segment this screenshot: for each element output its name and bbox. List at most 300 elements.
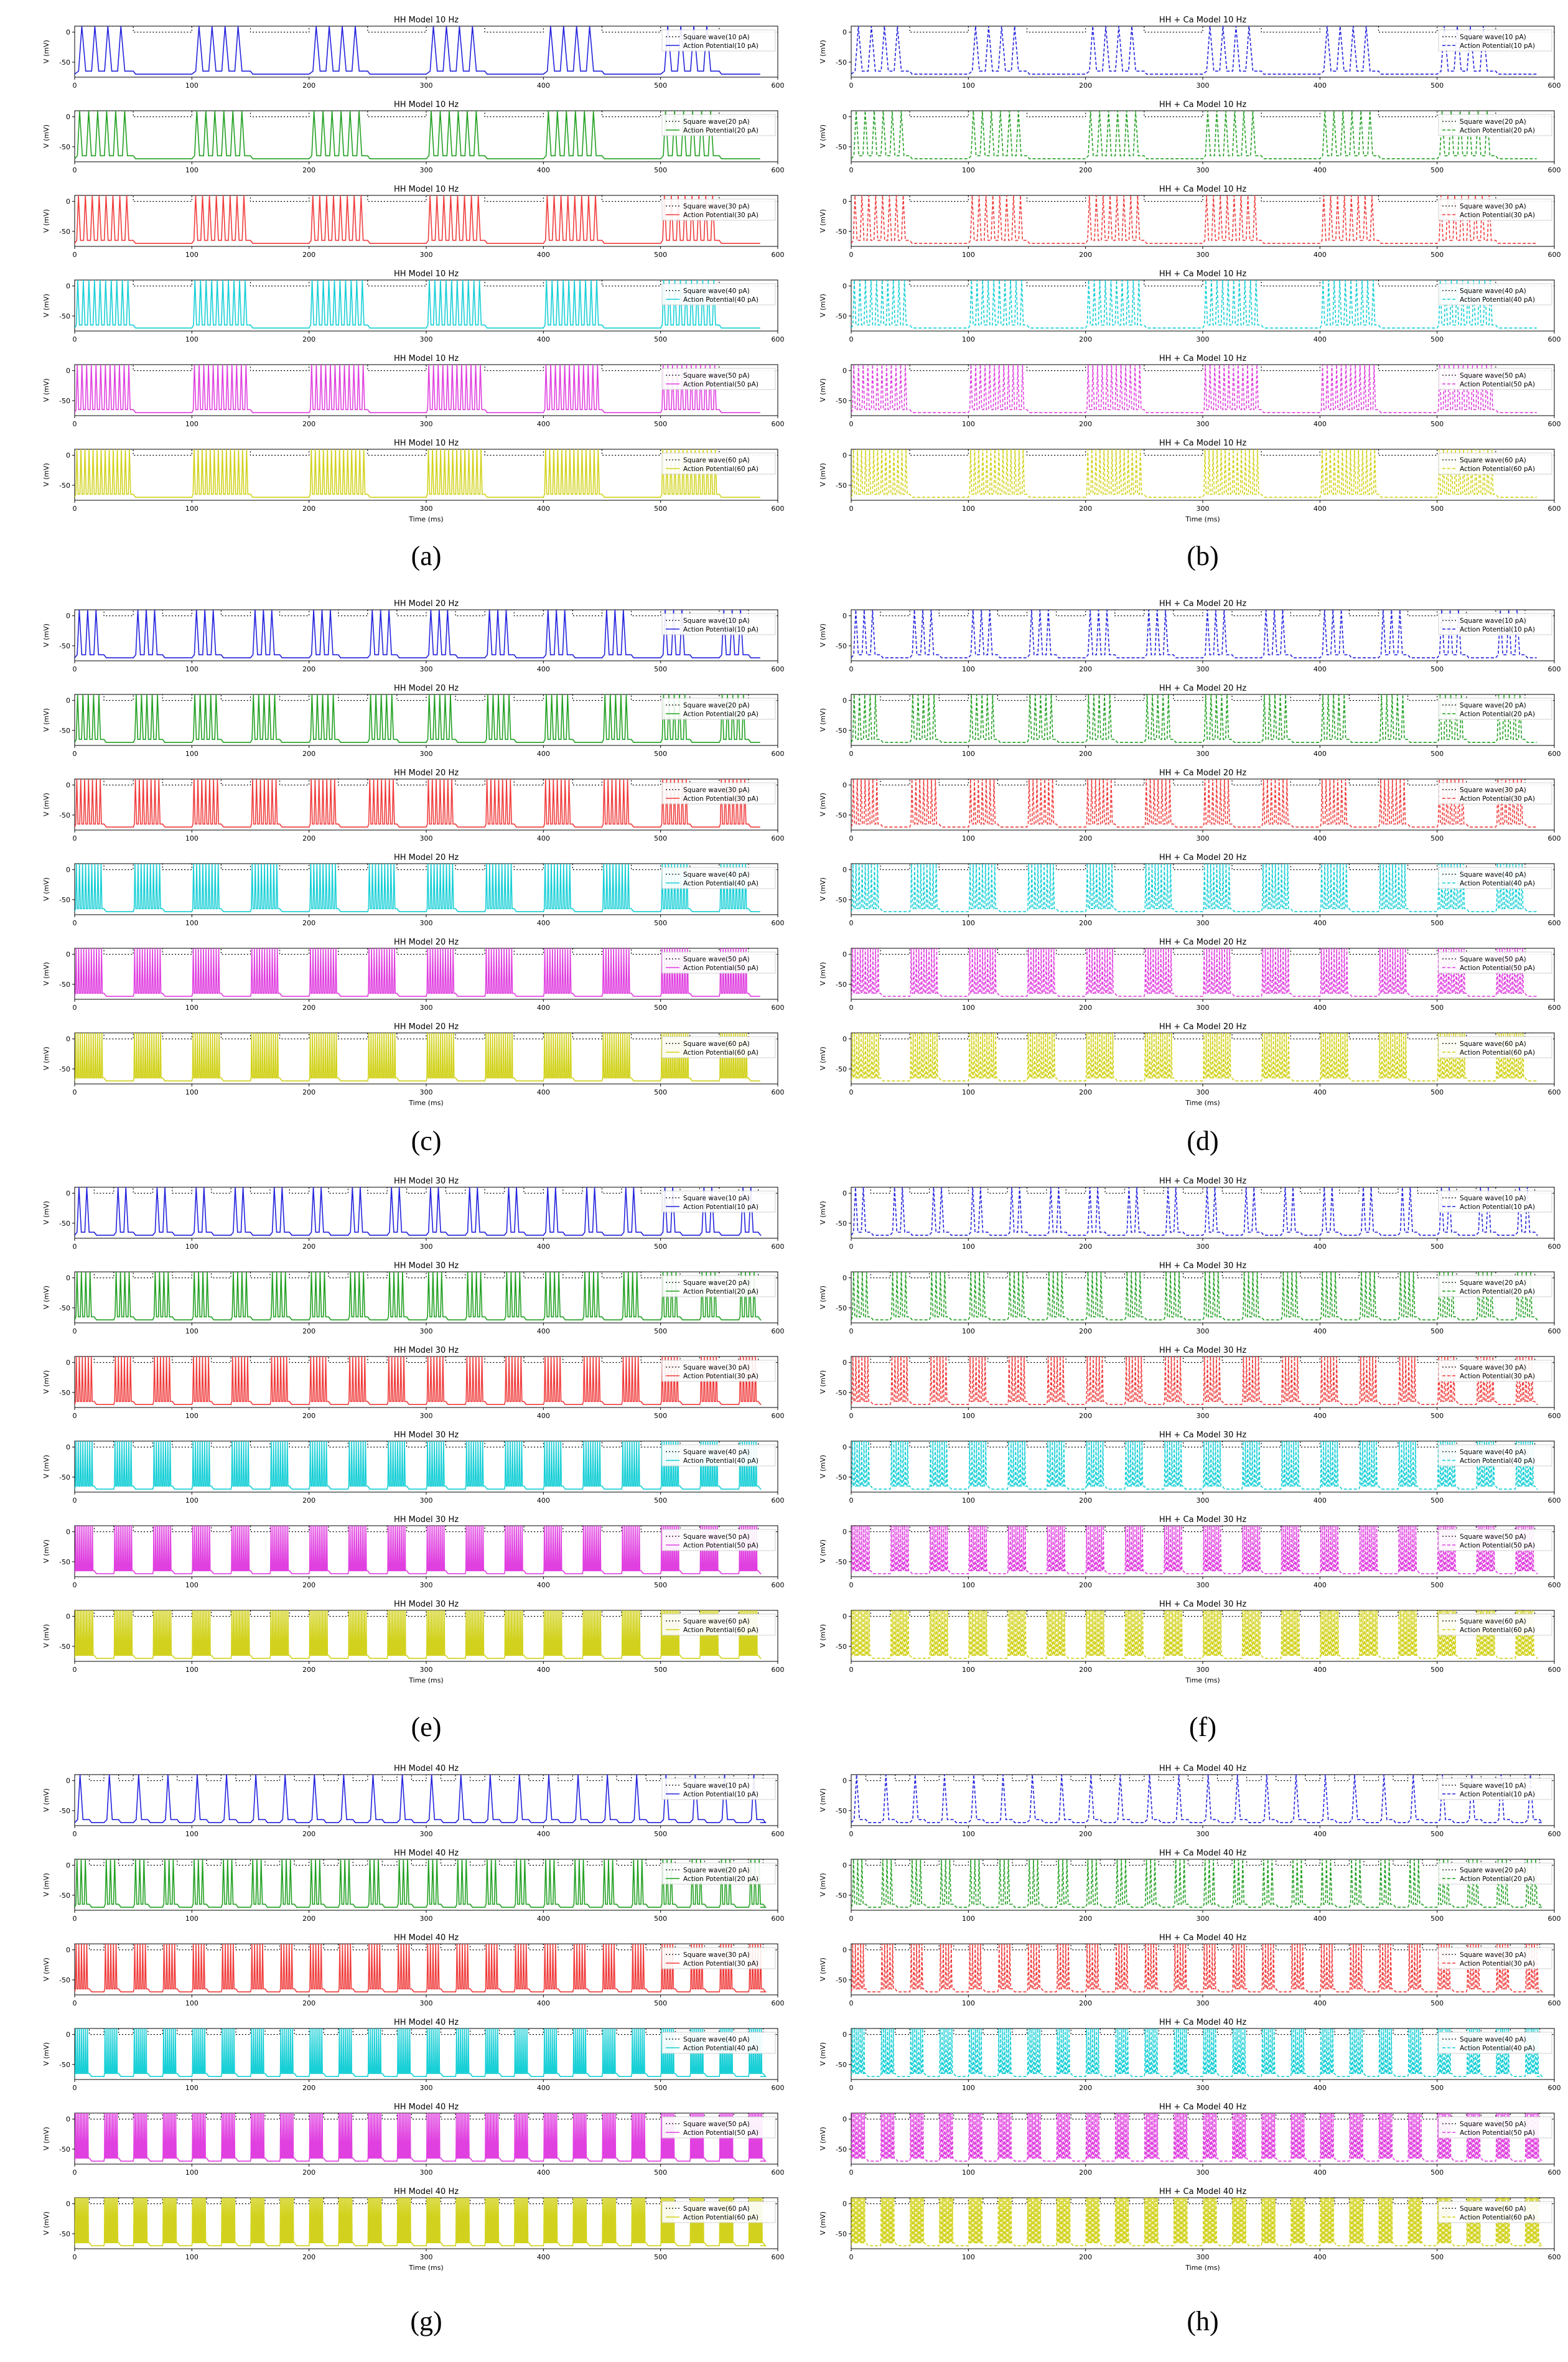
x-tick-label: 600 — [771, 1581, 785, 1589]
legend-label-action-potential: Action Potential(50 pA) — [1460, 964, 1535, 972]
subplot — [42, 1849, 785, 1923]
x-tick-label: 100 — [185, 2253, 198, 2261]
subplot — [42, 1515, 785, 1589]
subplot-title: HH Model 30 Hz — [393, 1261, 459, 1271]
x-tick-label: 0 — [849, 1004, 854, 1012]
subplot — [819, 1022, 1561, 1107]
y-tick-label: 0 — [66, 451, 70, 460]
x-tick-label: 500 — [1430, 1999, 1444, 2007]
x-tick-label: 500 — [1430, 919, 1444, 927]
legend-label-action-potential: Action Potential(60 pA) — [1460, 1049, 1535, 1057]
x-tick-label: 400 — [536, 1830, 550, 1838]
x-tick-label: 100 — [961, 505, 975, 513]
x-tick-label: 100 — [961, 166, 975, 174]
x-tick-label: 500 — [1430, 1830, 1444, 1838]
x-tick-label: 100 — [185, 1243, 198, 1251]
y-axis-label: V (mV) — [819, 1624, 827, 1648]
x-tick-label: 0 — [72, 1243, 77, 1251]
y-tick-label: -50 — [59, 227, 70, 236]
y-tick-label: 0 — [842, 1443, 847, 1452]
panel-label: (g) — [410, 2306, 442, 2336]
subplot — [819, 938, 1561, 1012]
y-tick-label: -50 — [836, 227, 847, 236]
legend-label-square-wave: Square wave(10 pA) — [683, 617, 750, 625]
y-tick-label: -50 — [59, 1388, 70, 1397]
x-tick-label: 100 — [185, 1412, 198, 1420]
legend-label-square-wave: Square wave(60 pA) — [1460, 1618, 1526, 1625]
legend-label-square-wave: Square wave(10 pA) — [683, 1195, 750, 1202]
x-tick-label: 0 — [849, 1915, 854, 1923]
x-tick-label: 100 — [185, 335, 198, 343]
x-tick-label: 600 — [771, 1915, 785, 1923]
x-tick-label: 200 — [302, 1088, 316, 1096]
x-tick-label: 100 — [961, 1830, 975, 1838]
x-tick-label: 400 — [536, 1496, 550, 1505]
legend-label-action-potential: Action Potential(40 pA) — [1460, 2045, 1535, 2052]
legend-label-action-potential: Action Potential(40 pA) — [1460, 296, 1535, 304]
x-tick-label: 500 — [654, 1327, 668, 1335]
subplot — [819, 16, 1561, 90]
x-tick-label: 100 — [961, 1412, 975, 1420]
y-tick-label: 0 — [842, 197, 847, 206]
y-tick-label: 0 — [66, 866, 70, 874]
x-tick-label: 300 — [1196, 166, 1210, 174]
subplot-title: HH Model 40 Hz — [393, 2018, 459, 2027]
y-axis-label: V (mV) — [42, 124, 50, 148]
x-tick-label: 200 — [1079, 1666, 1093, 1674]
subplot-title: HH Model 40 Hz — [393, 1933, 459, 1943]
legend-label-square-wave: Square wave(20 pA) — [1460, 118, 1526, 126]
legend-label-square-wave: Square wave(60 pA) — [683, 1040, 750, 1048]
x-tick-label: 200 — [1079, 665, 1093, 673]
x-tick-label: 200 — [302, 665, 316, 673]
x-tick-label: 500 — [1430, 1915, 1444, 1923]
y-tick-label: -50 — [59, 312, 70, 320]
x-tick-label: 200 — [1079, 335, 1093, 343]
subplot-title: HH + Ca Model 40 Hz — [1159, 2018, 1247, 2027]
x-tick-label: 300 — [419, 82, 433, 90]
x-tick-label: 300 — [419, 1496, 433, 1505]
x-tick-label: 400 — [536, 1327, 550, 1335]
x-tick-label: 500 — [1430, 1327, 1444, 1335]
x-tick-label: 500 — [1430, 1581, 1444, 1589]
legend-label-action-potential: Action Potential(60 pA) — [683, 1627, 758, 1634]
y-tick-label: -50 — [836, 726, 847, 735]
x-tick-label: 200 — [302, 82, 316, 90]
legend-label-square-wave: Square wave(30 pA) — [683, 787, 750, 794]
legend-label-action-potential: Action Potential(50 pA) — [683, 2129, 758, 2137]
panel-label: (b) — [1187, 541, 1219, 571]
y-tick-label: -50 — [836, 895, 847, 904]
y-tick-label: -50 — [59, 1557, 70, 1566]
subplot — [819, 1764, 1561, 1838]
legend-label-action-potential: Action Potential(20 pA) — [683, 1288, 758, 1295]
x-tick-label: 200 — [1079, 1496, 1093, 1505]
x-tick-label: 600 — [1547, 1496, 1561, 1505]
subplot — [819, 768, 1561, 843]
subplot-title: HH + Ca Model 10 Hz — [1159, 16, 1247, 25]
x-tick-label: 200 — [302, 834, 316, 843]
x-tick-label: 300 — [419, 2084, 433, 2092]
y-tick-label: 0 — [842, 1861, 847, 1870]
x-tick-label: 600 — [771, 1999, 785, 2007]
y-tick-label: -50 — [59, 1891, 70, 1900]
y-tick-label: -50 — [59, 726, 70, 735]
legend-label-action-potential: Action Potential(60 pA) — [1460, 465, 1535, 473]
x-tick-label: 200 — [1079, 1088, 1093, 1096]
x-tick-label: 400 — [1313, 82, 1327, 90]
x-tick-label: 0 — [72, 665, 77, 673]
subplot-title: HH Model 10 Hz — [393, 439, 459, 448]
x-tick-label: 500 — [654, 1999, 668, 2007]
y-axis-label: V (mV) — [819, 2127, 827, 2150]
subplot-title: HH + Ca Model 10 Hz — [1159, 269, 1247, 279]
y-tick-label: 0 — [842, 612, 847, 620]
x-tick-label: 400 — [1313, 166, 1327, 174]
x-tick-label: 200 — [302, 1999, 316, 2007]
legend-label-square-wave: Square wave(50 pA) — [683, 2121, 750, 2128]
y-axis-label: V (mV) — [42, 1047, 50, 1070]
x-tick-label: 200 — [302, 166, 316, 174]
x-tick-label: 200 — [1079, 2084, 1093, 2092]
subplot-title: HH Model 10 Hz — [393, 16, 459, 25]
x-tick-label: 500 — [1430, 2253, 1444, 2261]
y-axis-label: V (mV) — [819, 1047, 827, 1070]
x-tick-label: 0 — [72, 2084, 77, 2092]
subplot-title: HH + Ca Model 40 Hz — [1159, 1849, 1247, 1858]
x-tick-label: 0 — [849, 1830, 854, 1838]
x-tick-label: 100 — [961, 1999, 975, 2007]
x-tick-label: 500 — [1430, 750, 1444, 758]
subplot — [42, 2187, 785, 2272]
x-tick-label: 500 — [1430, 82, 1444, 90]
x-tick-label: 100 — [185, 1581, 198, 1589]
x-tick-label: 500 — [654, 1088, 668, 1096]
x-tick-label: 300 — [1196, 2084, 1210, 2092]
subplot — [42, 938, 785, 1012]
subplot — [819, 1431, 1561, 1505]
legend-label-action-potential: Action Potential(20 pA) — [1460, 1288, 1535, 1295]
x-tick-label: 300 — [419, 251, 433, 259]
subplot-title: HH Model 40 Hz — [393, 1849, 459, 1858]
x-tick-label: 600 — [771, 665, 785, 673]
subplot-title: HH + Ca Model 40 Hz — [1159, 1764, 1247, 1773]
y-axis-label: V (mV) — [819, 1286, 827, 1309]
y-axis-label: V (mV) — [819, 1539, 827, 1563]
x-tick-label: 300 — [419, 335, 433, 343]
x-tick-label: 500 — [1430, 166, 1444, 174]
subplot-title: HH Model 30 Hz — [393, 1177, 459, 1186]
x-tick-label: 400 — [1313, 1830, 1327, 1838]
y-tick-label: 0 — [842, 1946, 847, 1954]
x-tick-label: 0 — [72, 1999, 77, 2007]
x-tick-label: 500 — [654, 2084, 668, 2092]
y-tick-label: -50 — [836, 396, 847, 405]
y-axis-label: V (mV) — [819, 1201, 827, 1225]
x-tick-label: 600 — [771, 1496, 785, 1505]
legend-label-action-potential: Action Potential(10 pA) — [1460, 626, 1535, 633]
x-tick-label: 400 — [536, 1581, 550, 1589]
x-tick-label: 0 — [849, 2253, 854, 2261]
subplot — [819, 1849, 1561, 1923]
y-axis-label: V (mV) — [819, 40, 827, 63]
x-tick-label: 400 — [536, 1999, 550, 2007]
legend-label-square-wave: Square wave(40 pA) — [1460, 1449, 1526, 1456]
x-tick-label: 100 — [185, 750, 198, 758]
y-axis-label: V (mV) — [42, 2127, 50, 2150]
x-tick-label: 100 — [185, 505, 198, 513]
y-axis-label: V (mV) — [42, 463, 50, 487]
subplot — [819, 1261, 1561, 1335]
x-tick-label: 100 — [185, 919, 198, 927]
x-tick-label: 200 — [1079, 166, 1093, 174]
y-axis-label: V (mV) — [819, 463, 827, 487]
y-axis-label: V (mV) — [42, 962, 50, 986]
y-axis-label: V (mV) — [819, 1958, 827, 1981]
y-tick-label: -50 — [59, 1642, 70, 1651]
x-tick-label: 500 — [1430, 251, 1444, 259]
x-tick-label: 600 — [771, 1412, 785, 1420]
legend-label-square-wave: Square wave(30 pA) — [1460, 787, 1526, 794]
legend-label-action-potential: Action Potential(10 pA) — [1460, 1203, 1535, 1211]
y-tick-label: 0 — [842, 781, 847, 790]
x-tick-label: 500 — [654, 834, 668, 843]
y-axis-label: V (mV) — [42, 1624, 50, 1648]
x-tick-label: 600 — [771, 1666, 785, 1674]
x-tick-label: 100 — [961, 919, 975, 927]
x-tick-label: 100 — [185, 1496, 198, 1505]
subplot-title: HH Model 10 Hz — [393, 100, 459, 110]
subplot-title: HH + Ca Model 30 Hz — [1159, 1515, 1247, 1524]
x-tick-label: 500 — [1430, 2168, 1444, 2177]
x-tick-label: 600 — [771, 1088, 785, 1096]
x-tick-label: 600 — [1547, 1830, 1561, 1838]
x-tick-label: 0 — [849, 251, 854, 259]
x-tick-label: 100 — [185, 834, 198, 843]
x-tick-label: 200 — [302, 2084, 316, 2092]
x-tick-label: 300 — [419, 1581, 433, 1589]
x-tick-label: 500 — [654, 919, 668, 927]
panel-b — [819, 16, 1561, 571]
x-tick-label: 400 — [1313, 2168, 1327, 2177]
x-tick-label: 100 — [961, 1496, 975, 1505]
y-tick-label: 0 — [66, 282, 70, 291]
x-tick-label: 200 — [302, 1915, 316, 1923]
subplot — [819, 1515, 1561, 1589]
y-axis-label: V (mV) — [42, 623, 50, 647]
y-axis-label: V (mV) — [42, 378, 50, 402]
x-tick-label: 400 — [1313, 1327, 1327, 1335]
subplot-title: HH Model 30 Hz — [393, 1431, 459, 1440]
x-tick-label: 0 — [849, 1581, 854, 1589]
x-tick-label: 200 — [1079, 82, 1093, 90]
x-tick-label: 500 — [1430, 665, 1444, 673]
legend-label-action-potential: Action Potential(10 pA) — [683, 42, 758, 50]
subplot — [42, 768, 785, 843]
x-tick-label: 300 — [1196, 1412, 1210, 1420]
subplot-title: HH + Ca Model 40 Hz — [1159, 2103, 1247, 2112]
y-axis-label: V (mV) — [819, 708, 827, 732]
x-tick-label: 200 — [1079, 834, 1093, 843]
x-tick-label: 200 — [302, 505, 316, 513]
x-tick-label: 600 — [1547, 82, 1561, 90]
subplot — [42, 1431, 785, 1505]
x-tick-label: 200 — [302, 1581, 316, 1589]
x-tick-label: 0 — [849, 1243, 854, 1251]
legend-label-action-potential: Action Potential(20 pA) — [683, 1875, 758, 1883]
y-axis-label: V (mV) — [42, 2211, 50, 2235]
x-tick-label: 600 — [771, 834, 785, 843]
legend-label-action-potential: Action Potential(10 pA) — [1460, 1791, 1535, 1798]
subplot-title: HH + Ca Model 40 Hz — [1159, 1933, 1247, 1943]
legend-label-square-wave: Square wave(20 pA) — [1460, 1279, 1526, 1287]
x-tick-label: 500 — [1430, 2084, 1444, 2092]
legend-label-square-wave: Square wave(20 pA) — [683, 1279, 750, 1287]
x-tick-label: 0 — [849, 505, 854, 513]
subplot-title: HH + Ca Model 10 Hz — [1159, 100, 1247, 110]
legend-label-action-potential: Action Potential(40 pA) — [1460, 880, 1535, 887]
y-axis-label: V (mV) — [819, 1370, 827, 1394]
x-tick-label: 600 — [771, 1243, 785, 1251]
x-tick-label: 300 — [419, 1915, 433, 1923]
y-axis-label: V (mV) — [819, 1455, 827, 1478]
panel-c — [42, 599, 785, 1156]
x-tick-label: 600 — [1547, 335, 1561, 343]
x-tick-label: 0 — [72, 1666, 77, 1674]
y-tick-label: -50 — [59, 481, 70, 490]
x-axis-label: Time (ms) — [409, 1676, 444, 1684]
x-tick-label: 400 — [1313, 251, 1327, 259]
x-tick-label: 100 — [185, 2168, 198, 2177]
legend-label-square-wave: Square wave(60 pA) — [1460, 1040, 1526, 1048]
x-tick-label: 600 — [771, 1004, 785, 1012]
subplot — [42, 1261, 785, 1335]
x-tick-label: 600 — [771, 750, 785, 758]
x-tick-label: 0 — [849, 82, 854, 90]
subplot-title: HH Model 10 Hz — [393, 269, 459, 279]
x-tick-label: 400 — [1313, 1243, 1327, 1251]
y-tick-label: 0 — [842, 1528, 847, 1536]
legend-label-square-wave: Square wave(40 pA) — [683, 287, 750, 295]
legend-label-square-wave: Square wave(30 pA) — [1460, 203, 1526, 210]
y-tick-label: -50 — [59, 1304, 70, 1312]
y-tick-label: -50 — [836, 1219, 847, 1228]
y-tick-label: -50 — [59, 1219, 70, 1228]
x-tick-label: 400 — [1313, 750, 1327, 758]
x-tick-label: 500 — [654, 1243, 668, 1251]
subplot-title: HH + Ca Model 20 Hz — [1159, 599, 1247, 609]
y-tick-label: 0 — [66, 1035, 70, 1043]
x-tick-label: 300 — [419, 2168, 433, 2177]
legend-label-square-wave: Square wave(30 pA) — [683, 1951, 750, 1959]
x-tick-label: 200 — [302, 919, 316, 927]
x-tick-label: 100 — [961, 1088, 975, 1096]
x-tick-label: 400 — [536, 750, 550, 758]
x-tick-label: 400 — [1313, 919, 1327, 927]
x-tick-label: 500 — [1430, 834, 1444, 843]
y-tick-label: -50 — [59, 2229, 70, 2238]
x-tick-label: 300 — [1196, 1496, 1210, 1505]
y-tick-label: 0 — [842, 2030, 847, 2039]
x-tick-label: 100 — [185, 1666, 198, 1674]
x-tick-label: 200 — [1079, 1327, 1093, 1335]
y-tick-label: 0 — [66, 1189, 70, 1198]
y-tick-label: -50 — [59, 811, 70, 819]
y-tick-label: -50 — [59, 396, 70, 405]
x-tick-label: 0 — [72, 1915, 77, 1923]
x-tick-label: 200 — [302, 2253, 316, 2261]
legend-label-action-potential: Action Potential(40 pA) — [683, 296, 758, 304]
y-tick-label: -50 — [836, 2145, 847, 2154]
subplot-title: HH + Ca Model 20 Hz — [1159, 1022, 1247, 1032]
legend-label-square-wave: Square wave(30 pA) — [683, 203, 750, 210]
y-tick-label: 0 — [842, 1274, 847, 1282]
legend-label-action-potential: Action Potential(40 pA) — [683, 2045, 758, 2052]
y-tick-label: 0 — [66, 612, 70, 620]
x-tick-label: 0 — [72, 750, 77, 758]
x-tick-label: 200 — [1079, 919, 1093, 927]
y-tick-label: -50 — [836, 811, 847, 819]
x-tick-label: 300 — [419, 1327, 433, 1335]
x-tick-label: 100 — [185, 1327, 198, 1335]
x-tick-label: 500 — [654, 166, 668, 174]
legend-label-action-potential: Action Potential(10 pA) — [1460, 42, 1535, 50]
x-tick-label: 500 — [654, 1666, 668, 1674]
legend-label-action-potential: Action Potential(20 pA) — [1460, 127, 1535, 134]
y-tick-label: 0 — [842, 366, 847, 375]
x-tick-label: 300 — [419, 1999, 433, 2007]
x-tick-label: 400 — [1313, 335, 1327, 343]
y-tick-label: 0 — [842, 28, 847, 37]
subplot — [42, 185, 785, 259]
subplot-title: HH Model 20 Hz — [393, 599, 459, 609]
x-tick-label: 200 — [302, 251, 316, 259]
subplot — [819, 684, 1561, 758]
x-tick-label: 500 — [654, 505, 668, 513]
x-tick-label: 300 — [1196, 1088, 1210, 1096]
x-tick-label: 500 — [1430, 1088, 1444, 1096]
y-tick-label: 0 — [842, 451, 847, 460]
x-tick-label: 100 — [961, 2084, 975, 2092]
subplot — [819, 1600, 1561, 1684]
x-tick-label: 400 — [536, 834, 550, 843]
x-tick-label: 600 — [771, 1830, 785, 1838]
x-tick-label: 500 — [654, 1496, 668, 1505]
x-tick-label: 400 — [1313, 1004, 1327, 1012]
y-tick-label: -50 — [836, 312, 847, 320]
x-tick-label: 600 — [771, 2253, 785, 2261]
y-axis-label: V (mV) — [819, 1873, 827, 1897]
x-tick-label: 500 — [654, 251, 668, 259]
subplot — [42, 684, 785, 758]
x-tick-label: 300 — [1196, 420, 1210, 428]
x-tick-label: 0 — [72, 505, 77, 513]
x-tick-label: 400 — [536, 420, 550, 428]
x-tick-label: 200 — [302, 2168, 316, 2177]
x-tick-label: 200 — [1079, 251, 1093, 259]
y-tick-label: 0 — [842, 950, 847, 959]
x-tick-label: 0 — [72, 919, 77, 927]
legend-label-action-potential: Action Potential(40 pA) — [683, 1457, 758, 1465]
panel-f — [819, 1177, 1561, 1742]
legend-label-square-wave: Square wave(50 pA) — [683, 1533, 750, 1541]
x-tick-label: 400 — [1313, 1666, 1327, 1674]
y-tick-label: 0 — [842, 866, 847, 874]
x-tick-label: 100 — [185, 82, 198, 90]
x-tick-label: 300 — [1196, 1830, 1210, 1838]
x-tick-label: 100 — [961, 834, 975, 843]
x-tick-label: 600 — [771, 335, 785, 343]
